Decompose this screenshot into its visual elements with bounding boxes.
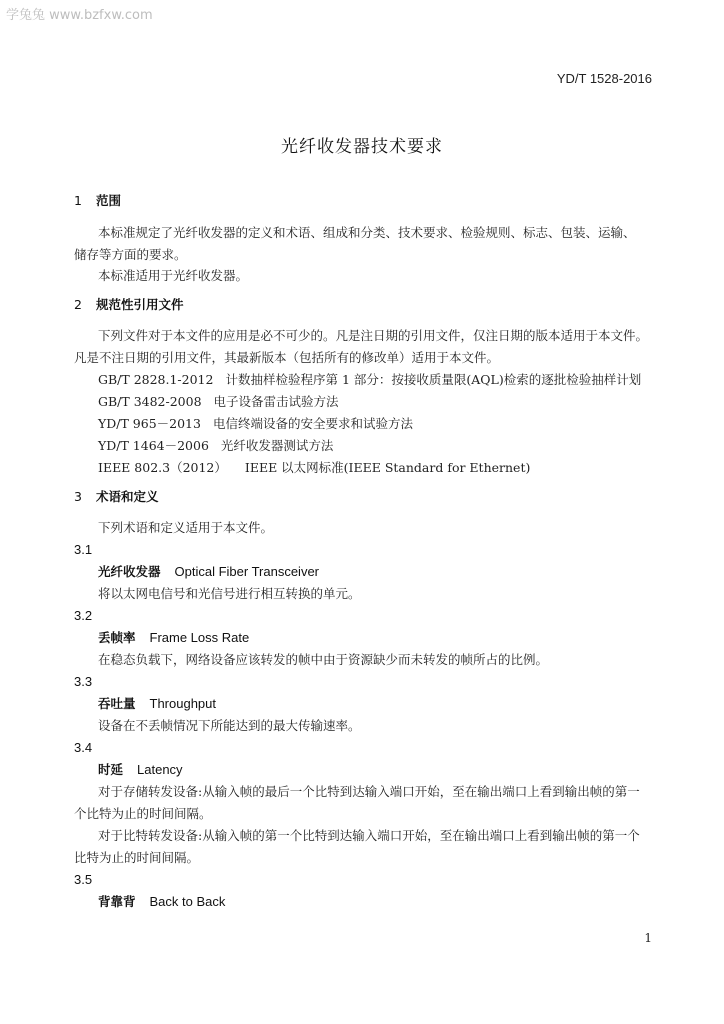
term-english: Throughput bbox=[149, 696, 217, 711]
term-definition: 设备在不丢帧情况下所能达到的最大传输速率。 bbox=[98, 718, 361, 733]
section-3-heading bbox=[74, 489, 159, 505]
document-code: YD/T 1528-2016 bbox=[556, 71, 652, 86]
term-definition: 在稳态负载下，网络设备应该转发的帧中由于资源缺少而未转发的帧所占的比例。 bbox=[98, 652, 549, 667]
term-heading bbox=[98, 630, 249, 646]
section-2-heading bbox=[74, 297, 184, 313]
term-heading bbox=[98, 762, 183, 778]
term-english: Optical Fiber Transceiver bbox=[174, 564, 320, 579]
reference-code: YD/T 1464－2006 bbox=[98, 438, 209, 453]
reference-item bbox=[98, 438, 333, 454]
paragraph: 本标准规定了光纤收发器的定义和术语、组成和分类、技术要求、检验规则、标志、包装、运输、 bbox=[98, 225, 636, 240]
clause-number: 3.3 bbox=[74, 674, 93, 689]
reference-item bbox=[98, 460, 530, 476]
reference-title: 光纤收发器测试方法 bbox=[220, 438, 334, 453]
term-definition: 对于存储转发设备:从输入帧的最后一个比特到达输入端口开始，至在输出端口上看到输出帧的第一 bbox=[98, 784, 640, 799]
reference-code: GB/T 2828.1-2012 bbox=[98, 372, 214, 387]
reference-item bbox=[98, 416, 413, 432]
clause-number: 3.2 bbox=[74, 608, 93, 623]
reference-item bbox=[98, 394, 339, 410]
term-english: Back to Back bbox=[149, 894, 226, 909]
reference-code: YD/T 965－2013 bbox=[98, 416, 201, 431]
reference-item bbox=[98, 372, 641, 388]
paragraph: 凡是不注日期的引用文件，其最新版本（包括所有的修改单）适用于本文件。 bbox=[74, 350, 500, 365]
page-number: 1 bbox=[644, 931, 652, 945]
term-chinese: 吞吐量 bbox=[98, 696, 136, 711]
paragraph: 本标准适用于光纤收发器。 bbox=[98, 268, 249, 283]
section-number: 3 bbox=[74, 489, 82, 504]
document-title: 光纤收发器技术要求 bbox=[281, 137, 443, 157]
section-number: 1 bbox=[74, 193, 82, 208]
term-definition: 比特为止的时间间隔。 bbox=[74, 850, 200, 865]
section-number: 2 bbox=[74, 297, 82, 312]
reference-title: IEEE 以太网标准(IEEE Standard for Ethernet) bbox=[244, 460, 531, 475]
term-definition: 将以太网电信号和光信号进行相互转换的单元。 bbox=[98, 586, 361, 601]
section-title: 规范性引用文件 bbox=[96, 297, 184, 312]
clause-number: 3.1 bbox=[74, 542, 93, 557]
clause-number: 3.4 bbox=[74, 740, 93, 755]
term-definition: 对于比特转发设备:从输入帧的第一个比特到达输入端口开始，至在输出端口上看到输出帧的第一个 bbox=[98, 828, 640, 843]
paragraph: 下列术语和定义适用于本文件。 bbox=[98, 520, 274, 535]
paragraph: 下列文件对于本文件的应用是必不可少的。凡是注日期的引用文件，仅注日期的版本适用于本文件。 bbox=[98, 328, 649, 343]
reference-code: IEEE 802.3（2012） bbox=[98, 460, 227, 475]
term-chinese: 光纤收发器 bbox=[98, 564, 161, 579]
section-1-heading bbox=[74, 193, 121, 209]
watermark: 学兔兔 www.bzfxw.com bbox=[6, 8, 153, 23]
term-chinese: 丢帧率 bbox=[98, 630, 136, 645]
section-title: 范围 bbox=[96, 193, 122, 208]
clause-number: 3.5 bbox=[74, 872, 93, 887]
term-heading bbox=[98, 894, 225, 910]
term-english: Frame Loss Rate bbox=[149, 630, 250, 645]
reference-title: 电信终端设备的安全要求和试验方法 bbox=[212, 416, 413, 431]
reference-title: 计数抽样检验程序第 1 部分：按接收质量限(AQL)检索的逐批检验抽样计划 bbox=[225, 372, 642, 387]
paragraph: 储存等方面的要求。 bbox=[74, 247, 187, 262]
section-title: 术语和定义 bbox=[96, 489, 159, 504]
term-chinese: 时延 bbox=[98, 762, 124, 777]
term-definition: 个比特为止的时间间隔。 bbox=[74, 806, 212, 821]
term-chinese: 背靠背 bbox=[98, 894, 136, 909]
term-english: Latency bbox=[137, 762, 183, 777]
reference-code: GB/T 3482-2008 bbox=[98, 394, 202, 409]
reference-title: 电子设备雷击试验方法 bbox=[213, 394, 339, 409]
term-heading bbox=[98, 696, 216, 712]
term-heading bbox=[98, 564, 319, 580]
